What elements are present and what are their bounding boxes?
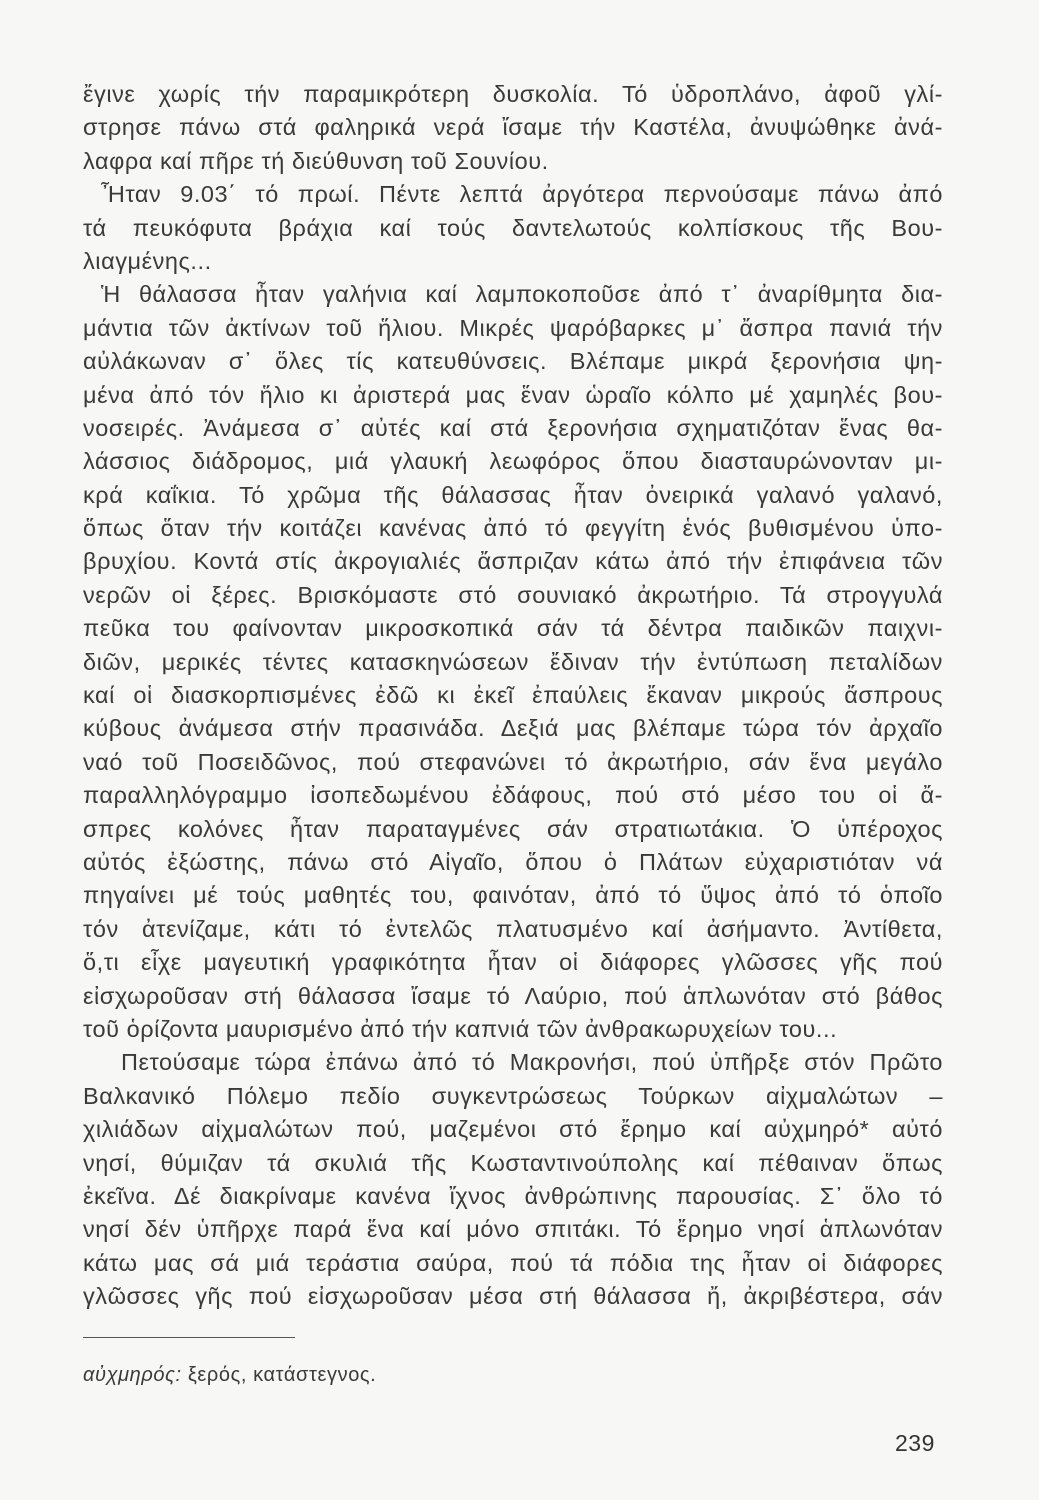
text-line: Ἦταν 9.03΄ τό πρωί. Πέντε λεπτά ἀργότερα περνούσαμε πάνω ἀπό	[101, 181, 943, 208]
text-line: εἰσχωροῦσαν στή θάλασσα ἴσαμε τό Λαύριο, πού ἁπλωνόταν στό βάθος	[83, 982, 943, 1009]
text-line: Ἡ θάλασσα ἦταν γαλήνια καί λαμποκοποῦσε ἀπό τ᾽ ἀναρίθμητα δια-	[101, 281, 943, 308]
text-line: κάτω μας σά μιά τεράστια σαύρα, πού τά πόδια της ἦταν οἱ διάφορες	[83, 1249, 943, 1276]
text-line: πεῦκα του φαίνονταν μικροσκοπικά σάν τά δέντρα παιδικῶν παιχνι-	[83, 615, 943, 642]
text-line: τόν ἀτενίζαμε, κάτι τό ἐντελῶς πλατυσμένο καί ἀσήμαντο. Ἀντίθετα,	[83, 915, 943, 942]
text-line: κρά καΐκια. Τό χρῶμα τῆς θάλασσας ἦταν ὀνειρικά γαλανό γαλανό,	[83, 481, 943, 508]
text-line: ναό τοῦ Ποσειδῶνος, πού στεφανώνει τό ἀκρωτήριο, σάν ἕνα μεγάλο	[83, 748, 943, 775]
text-line: λαφρα καί πῆρε τή διεύθυνση τοῦ Σουνίου.	[83, 147, 549, 174]
footnote-term: αὐχμηρός:	[83, 1364, 182, 1386]
body-text	[83, 78, 943, 1313]
footnote-definition: ξερός, κατάστεγνος.	[187, 1364, 377, 1386]
footnote-divider	[83, 1337, 295, 1338]
text-line: λάσσιος διάδρομος, μιά γλαυκή λεωφόρος ὅπου διασταυρώνονταν μι-	[83, 448, 943, 475]
text-line: ὅπως ὅταν τήν κοιτάζει κανένας ἀπό τό φεγγίτη ἑνός βυθισμένου ὑπο-	[83, 515, 943, 542]
text-line: ὅ,τι εἶχε μαγευτική γραφικότητα ἦταν οἱ διάφορες γλῶσσες γῆς πού	[83, 949, 943, 976]
text-line: τοῦ ὁρίζοντα μαυρισμένο ἀπό τήν καπνιά τῶν ἀνθρακωρυχείων του...	[83, 1015, 838, 1042]
text-line: μάντια τῶν ἀκτίνων τοῦ ἥλιου. Μικρές ψαρόβαρκες μ᾽ ἄσπρα πανιά τήν	[83, 314, 943, 341]
text-line: βρυχίου. Κοντά στίς ἀκρογιαλιές ἄσπριζαν κάτω ἀπό τήν ἐπιφάνεια τῶν	[83, 548, 943, 575]
text-line: γλῶσσες γῆς πού εἰσχωροῦσαν μέσα στή θάλασσα ἤ, ἀκριβέστερα, σάν	[83, 1283, 943, 1310]
text-line: κύβους ἀνάμεσα στήν πρασινάδα. Δεξιά μας βλέπαμε τώρα τόν ἀρχαῖο	[83, 715, 943, 742]
text-line: αὐλάκωναν σ᾽ ὅλες τίς κατευθύνσεις. Βλέπαμε μικρά ξερονήσια ψη-	[83, 348, 943, 375]
text-line: σπρες κολόνες ἦταν παραταγμένες σάν στρατιωτάκια. Ὁ ὑπέροχος	[83, 815, 943, 842]
footnote	[83, 1364, 376, 1387]
text-line: νοσειρές. Ἀνάμεσα σ᾽ αὐτές καί στά ξερονήσια σχηματιζόταν ἕνας θα-	[83, 414, 943, 441]
text-line: νησί δέν ὑπῆρχε παρά ἕνα καί μόνο σπιτάκι. Τό ἔρημο νησί ἁπλωνόταν	[83, 1216, 943, 1243]
text-line: στρησε πάνω στά φαληρικά νερά ἴσαμε τήν Καστέλα, ἀνυψώθηκε ἀνά-	[83, 114, 943, 141]
page-number: 239	[895, 1430, 935, 1456]
text-line: χιλιάδων αἰχμαλώτων πού, μαζεμένοι στό ἔρημο καί αὐχμηρό* αὐτό	[83, 1116, 943, 1143]
text-line: αὐτός ἐξώστης, πάνω στό Αἰγαῖο, ὅπου ὁ Πλάτων εὐχαριστιόταν νά	[83, 848, 943, 875]
text-line: νησί, θύμιζαν τά σκυλιά τῆς Κωσταντινούπολης καί πέθαιναν ὅπως	[83, 1149, 943, 1176]
text-line: Βαλκανικό Πόλεμο πεδίο συγκεντρώσεως Τούρκων αἰχμαλώτων –	[83, 1082, 943, 1109]
text-line: διῶν, μερικές τέντες κατασκηνώσεων ἔδιναν τήν ἐντύπωση πεταλίδων	[83, 648, 943, 675]
text-line: ἐκεῖνα. Δέ διακρίναμε κανένα ἴχνος ἀνθρώπινης παρουσίας. Σ᾽ ὅλο τό	[83, 1182, 943, 1209]
text-line: παραλληλόγραμμο ἰσοπεδωμένου ἐδάφους, πού στό μέσο του οἱ ἄ-	[83, 782, 943, 809]
text-line: Πετούσαμε τώρα ἐπάνω ἀπό τό Μακρονήσι, πού ὑπῆρξε στόν Πρῶτο	[121, 1049, 943, 1076]
text-line: μένα ἀπό τόν ἥλιο κι ἀριστερά μας ἕναν ὡραῖο κόλπο μέ χαμηλές βου-	[83, 381, 943, 408]
text-line: λιαγμένης...	[83, 247, 212, 274]
text-line: νερῶν οἱ ξέρες. Βρισκόμαστε στό σουνιακό ἀκρωτήριο. Τά στρογγυλά	[83, 581, 943, 608]
text-line: ἔγινε χωρίς τήν παραμικρότερη δυσκολία. Τό ὑδροπλάνο, ἀφοῦ γλί-	[83, 81, 943, 107]
text-line: καί οἱ διασκορπισμένες ἐδῶ κι ἐκεῖ ἐπαύλεις ἔκαναν μικρούς ἄσπρους	[83, 682, 943, 709]
text-line: τά πευκόφυτα βράχια καί τούς δαντελωτούς κολπίσκους τῆς Βου-	[83, 214, 943, 241]
text-line: πηγαίνει μέ τούς μαθητές του, φαινόταν, ἀπό τό ὕψος ἀπό τό ὁποῖο	[83, 882, 943, 909]
